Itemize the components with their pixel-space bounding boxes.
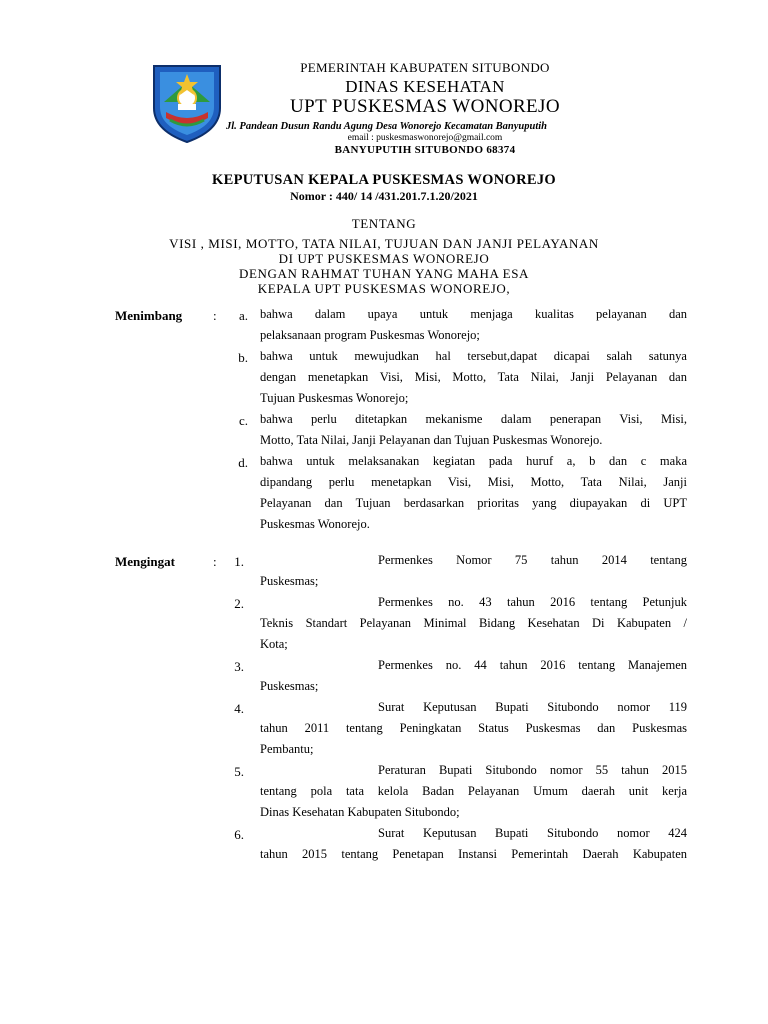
- mengingat-6-line-2: tahun 2015 tentang Penetapan Instansi Pemerintah Daerah Kabupaten: [260, 847, 687, 861]
- mengingat-colon: :: [213, 554, 217, 569]
- menimbang-a-line-2: pelaksanaan program Puskesmas Wonorejo;: [260, 328, 480, 342]
- menimbang-label: Menimbang: [115, 308, 183, 323]
- mengingat-6-line-1: Surat Keputusan Bupati Situbondo nomor 424: [378, 826, 687, 840]
- mengingat-label: Mengingat: [115, 554, 175, 569]
- menimbang-b-line-2: dengan menetapkan Visi, Misi, Motto, Tata Nilai, Janji Pelayanan dan: [260, 370, 687, 384]
- mengingat-5-line-2: tentang pola tata kelola Badan Pelayanan Umum daerah unit kerja: [260, 784, 687, 798]
- mengingat-4-line-1: Surat Keputusan Bupati Situbondo nomor 119: [378, 700, 687, 714]
- decree-subject-line-2: DI UPT PUSKESMAS WONOREJO: [278, 251, 490, 266]
- menimbang-d-line-4: Puskesmas Wonorejo.: [260, 517, 370, 531]
- letterhead-government: PEMERINTAH KABUPATEN SITUBONDO: [300, 60, 550, 75]
- menimbang-d-line-1: bahwa untuk melaksanakan kegiatan pada huruf a, b dan c maka: [260, 454, 687, 468]
- letterhead-email: email : puskesmaswonorejo@gmail.com: [347, 133, 503, 143]
- mengingat-4-line-3: Pembantu;: [260, 742, 314, 756]
- mengingat-mark-5: 5.: [234, 764, 244, 779]
- menimbang-mark-d: d.: [238, 455, 248, 470]
- letterhead-address: Jl. Pandean Dusun Randu Agung Desa Wonorejo Kecamatan Banyuputih: [226, 121, 548, 132]
- letterhead-unit: UPT PUSKESMAS WONOREJO: [290, 96, 560, 117]
- menimbang-d-line-3: Pelayanan dan Tujuan berdasarkan prioritas yang diupayakan di UPT: [260, 496, 687, 510]
- menimbang-c-line-1: bahwa perlu ditetapkan mekanisme dalam penerapan Visi, Misi,: [260, 412, 687, 426]
- menimbang-c-line-2: Motto, Tata Nilai, Janji Pelayanan dan Tujuan Puskesmas Wonorejo.: [260, 433, 603, 447]
- menimbang-mark-c: c.: [238, 413, 248, 428]
- mengingat-4-line-2: tahun 2011 tentang Peningkatan Status Puskesmas dan Puskesmas: [260, 721, 687, 735]
- menimbang-a-line-1: bahwa dalam upaya untuk menjaga kualitas pelayanan dan: [260, 307, 687, 321]
- mengingat-1-line-2: Puskesmas;: [260, 574, 319, 588]
- mengingat-1-line-1: Permenkes Nomor 75 tahun 2014 tentang: [378, 553, 687, 567]
- menimbang-colon: :: [213, 308, 217, 323]
- mengingat-mark-2: 2.: [234, 596, 244, 611]
- mengingat-2-line-1: Permenkes no. 43 tahun 2016 tentang Petunjuk: [378, 595, 687, 609]
- mengingat-mark-3: 3.: [234, 659, 244, 674]
- menimbang-b-line-3: Tujuan Puskesmas Wonorejo;: [260, 391, 409, 405]
- decree-subject-line-1: VISI , MISI, MOTTO, TATA NILAI, TUJUAN DAN JANJI PELAYANAN: [169, 236, 599, 251]
- decree-number: Nomor : 440/ 14 /431.201.7.1.20/2021: [290, 189, 478, 203]
- letterhead-agency: DINAS KESEHATAN: [345, 77, 505, 96]
- menimbang-mark-a: a.: [238, 308, 248, 323]
- mengingat-mark-6: 6.: [234, 827, 244, 842]
- mengingat-mark-4: 4.: [234, 701, 244, 716]
- decree-subject-line-4: KEPALA UPT PUSKESMAS WONOREJO,: [257, 281, 511, 296]
- mengingat-mark-1: 1.: [234, 554, 244, 569]
- mengingat-5-line-3: Dinas Kesehatan Kabupaten Situbondo;: [260, 805, 460, 819]
- mengingat-5-line-1: Peraturan Bupati Situbondo nomor 55 tahun 2015: [378, 763, 687, 777]
- mengingat-2-line-2: Teknis Standart Pelayanan Minimal Bidang Kesehatan Di Kabupaten /: [260, 616, 687, 630]
- menimbang-d-line-2: dipandang perlu menetapkan Visi, Misi, Motto, Tata Nilai, Janji: [260, 475, 687, 489]
- decree-tentang: TENTANG: [351, 216, 417, 231]
- mengingat-3-line-2: Puskesmas;: [260, 679, 319, 693]
- decree-subject-line-3: DENGAN RAHMAT TUHAN YANG MAHA ESA: [238, 266, 530, 281]
- menimbang-mark-b: b.: [238, 350, 248, 365]
- mengingat-3-line-1: Permenkes no. 44 tahun 2016 tentang Manajemen: [378, 658, 687, 672]
- letterhead-city: BANYUPUTIH SITUBONDO 68374: [334, 144, 516, 156]
- menimbang-b-line-1: bahwa untuk mewujudkan hal tersebut,dapat dicapai salah satunya: [260, 349, 687, 363]
- mengingat-2-line-3: Kota;: [260, 637, 288, 651]
- decree-heading: KEPUTUSAN KEPALA PUSKESMAS WONOREJO: [212, 172, 556, 188]
